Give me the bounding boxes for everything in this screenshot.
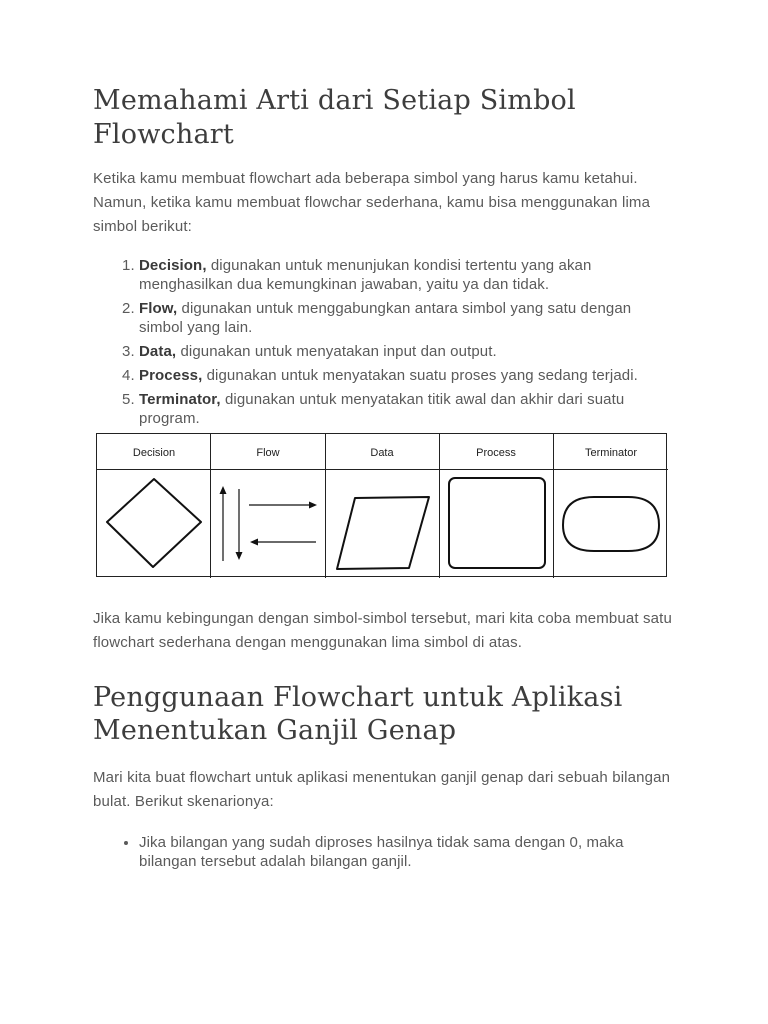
table-header-terminator: Terminator [585, 447, 637, 459]
process-rectangle-symbol [449, 478, 545, 568]
list-item: • Jika bilangan yang sudah diproses hasilnya tidak sama dengan 0, maka bilangan tersebut adalah bilangan ganjil. [139, 833, 673, 871]
intro-paragraph: Ketika kamu membuat flowchart ada beberapa simbol yang harus kamu ketahui. Namun, ketika kamu membuat flowchar sederhana, kamu bisa menggunakan lima simbol berikut: [93, 170, 651, 235]
symbol-term: Flow, [139, 300, 178, 317]
symbol-description: digunakan untuk menggabungkan antara simbol yang satu dengan simbol yang lain. [139, 300, 632, 336]
symbol-term: Decision, [139, 257, 207, 274]
flowchart-symbol-table [96, 433, 667, 577]
symbol-description: digunakan untuk menunjukan kondisi tertentu yang akan menghasilkan dua kemungkinan jawaban, yaitu ya dan tidak. [139, 257, 592, 293]
symbol-term: Process, [139, 367, 203, 384]
section-heading-symbols: Memahami Arti dari Setiap Simbol Flowchart [93, 85, 576, 150]
scenario-list [93, 833, 673, 871]
symbol-description: digunakan untuk menyatakan titik awal dan akhir dari suatu program. [139, 391, 625, 427]
article [93, 84, 673, 871]
scenario-intro-paragraph: Mari kita buat flowchart untuk aplikasi menentukan ganjil genap dari sebuah bilangan bulat. Berikut skenarionya: [93, 769, 671, 810]
symbol-table-graphic [97, 434, 668, 578]
list-item [139, 342, 673, 361]
symbol-description: digunakan untuk menyatakan input dan output. [176, 343, 497, 360]
arrowhead-left-icon [250, 539, 258, 546]
table-header-data: Data [370, 447, 394, 459]
table-header-decision: Decision [132, 447, 176, 459]
table-header-process: Process [476, 447, 516, 459]
symbol-list [93, 256, 673, 428]
after-table-paragraph: Jika kamu kebingungan dengan simbol-simbol tersebut, mari kita coba membuat satu flowchart sederhana dengan menggunakan lima simbol di atas. [93, 610, 672, 651]
list-item [139, 256, 673, 294]
decision-diamond-symbol [107, 479, 201, 567]
list-item [139, 390, 673, 428]
symbol-term: Data, [139, 343, 177, 360]
data-parallelogram-symbol [337, 497, 429, 569]
arrowhead-down-icon [236, 552, 243, 560]
section-heading-usage: Penggunaan Flowchart untuk Aplikasi Menentukan Ganjil Genap [93, 682, 623, 746]
table-header-flow: Flow [256, 447, 280, 459]
list-item [139, 366, 673, 385]
flow-arrows-symbol [220, 486, 318, 561]
symbol-description: digunakan untuk menyatakan suatu proses yang sedang terjadi. [202, 367, 638, 384]
list-item [139, 299, 673, 337]
arrowhead-right-icon [309, 502, 317, 509]
terminator-oval-symbol [563, 497, 659, 551]
arrowhead-up-icon [220, 486, 227, 494]
symbol-term: Terminator, [139, 391, 221, 408]
